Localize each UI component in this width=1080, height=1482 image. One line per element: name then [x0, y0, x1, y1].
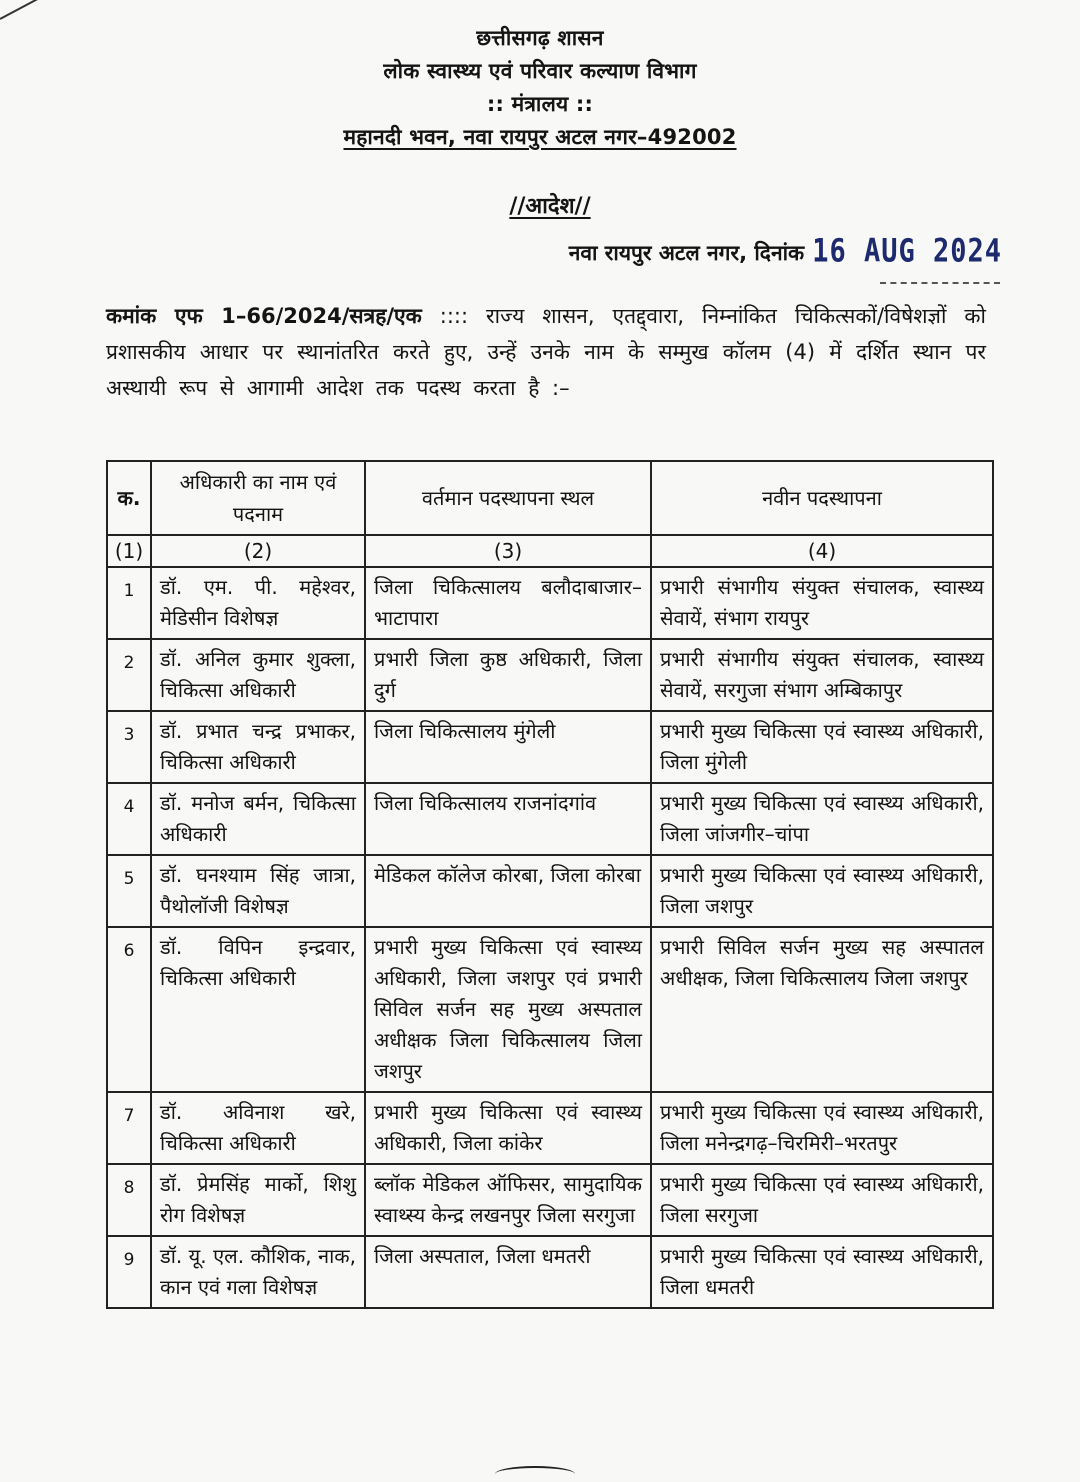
office-address: महानदी भवन, नवा रायपुर अटल नगर–492002: [343, 125, 737, 149]
new-posting: प्रभारी मुख्य चिकित्सा एवं स्वास्थ्य अधिकारी, जिला मुंगेली: [651, 711, 993, 783]
row-sn: 4: [107, 783, 151, 855]
officer-name: डॉ. प्रेमसिंह मार्को, शिशु रोग विशेषज्ञ: [151, 1164, 365, 1236]
row-sn: 1: [107, 567, 151, 639]
row-sn: 2: [107, 639, 151, 711]
current-posting: जिला चिकित्सालय मुंगेली: [365, 711, 651, 783]
row-sn: 5: [107, 855, 151, 927]
letterhead: [0, 22, 1080, 154]
column-number: (4): [651, 535, 993, 567]
column-header-sn: क.: [107, 461, 151, 535]
row-sn: 7: [107, 1092, 151, 1164]
table-row: [107, 1236, 993, 1308]
table-row: [107, 711, 993, 783]
row-sn: 9: [107, 1236, 151, 1308]
order-intro-text: :::: राज्य शासन, एतद्द्वारा, निम्नांकित चिकित्सकों/विषेशज्ञों को प्रशासकीय आधार पर स्थानांतरित करते हुए, उन्हें उनके नाम के सम्मुख कॉलम (4) में दर्शित स्थान पर अस्थायी रूप से आगामी आदेश तक पदस्थ करता है :–: [106, 304, 987, 400]
new-posting: प्रभारी मुख्य चिकित्सा एवं स्वास्थ्य अधिकारी, जिला सरगुजा: [651, 1164, 993, 1236]
new-posting: प्रभारी मुख्य चिकित्सा एवं स्वास्थ्य अधिकारी, जिला जशपुर: [651, 855, 993, 927]
table-row: [107, 567, 993, 639]
table-row: [107, 1092, 993, 1164]
order-reference-number: कमांक एफ 1–66/2024/सत्रह/एक: [106, 304, 422, 328]
row-sn: 8: [107, 1164, 151, 1236]
row-sn: 3: [107, 711, 151, 783]
column-header-current-posting: वर्तमान पदस्थापना स्थल: [365, 461, 651, 535]
officer-name: डॉ. अनिल कुमार शुक्ला, चिकित्सा अधिकारी: [151, 639, 365, 711]
date-line: [568, 232, 1002, 271]
government-name: छत्तीसगढ़ शासन: [476, 26, 604, 50]
new-posting: प्रभारी मुख्य चिकित्सा एवं स्वास्थ्य अधिकारी, जिला जांजगीर–चांपा: [651, 783, 993, 855]
current-posting: मेडिकल कॉलेज कोरबा, जिला कोरबा: [365, 855, 651, 927]
new-posting: प्रभारी संभागीय संयुक्त संचालक, स्वास्थ्य सेवायें, सरगुजा संभाग अम्बिकापुर: [651, 639, 993, 711]
order-intro-paragraph: [106, 298, 986, 406]
current-posting: प्रभारी मुख्य चिकित्सा एवं स्वास्थ्य अधिकारी, जिला जशपुर एवं प्रभारी सिविल सर्जन सह मुख्य अस्पताल अधीक्षक जिला चिकित्सालय जिला जशपुर: [365, 927, 651, 1092]
new-posting: प्रभारी मुख्य चिकित्सा एवं स्वास्थ्य अधिकारी, जिला धमतरी: [651, 1236, 993, 1308]
table-row: [107, 783, 993, 855]
column-header-new-posting: नवीन पदस्थापना: [651, 461, 993, 535]
table-row: [107, 855, 993, 927]
current-posting: जिला चिकित्सालय राजनांदगांव: [365, 783, 651, 855]
current-posting: जिला चिकित्सालय बलौदाबाजार–भाटापारा: [365, 567, 651, 639]
officer-name: डॉ. प्रभात चन्द्र प्रभाकर, चिकित्सा अधिकारी: [151, 711, 365, 783]
current-posting: प्रभारी जिला कुष्ठ अधिकारी, जिला दुर्ग: [365, 639, 651, 711]
table-header-row: [107, 461, 993, 535]
column-number: (3): [365, 535, 651, 567]
officer-name: डॉ. एम. पी. महेश्वर, मेडिसीन विशेषज्ञ: [151, 567, 365, 639]
table-row: [107, 927, 993, 1092]
column-number: (2): [151, 535, 365, 567]
scan-mark: [0, 0, 43, 20]
date-place-label: नवा रायपुर अटल नगर, दिनांक: [568, 241, 805, 265]
new-posting: प्रभारी संभागीय संयुक्त संचालक, स्वास्थ्य सेवायें, संभाग रायपुर: [651, 567, 993, 639]
stamp-underline: [880, 282, 1000, 284]
current-posting: प्रभारी मुख्य चिकित्सा एवं स्वास्थ्य अधिकारी, जिला कांकेर: [365, 1092, 651, 1164]
officer-name: डॉ. मनोज बर्मन, चिकित्सा अधिकारी: [151, 783, 365, 855]
table-row: [107, 639, 993, 711]
officer-name: डॉ. अविनाश खरे, चिकित्सा अधिकारी: [151, 1092, 365, 1164]
officer-name: डॉ. घनश्याम सिंह जात्रा, पैथोलॉजी विशेषज्ञ: [151, 855, 365, 927]
signature-fragment: [495, 1466, 575, 1482]
department-name: लोक स्वास्थ्य एवं परिवार कल्याण विभाग: [383, 59, 697, 83]
current-posting: जिला अस्पताल, जिला धमतरी: [365, 1236, 651, 1308]
column-number: (1): [107, 535, 151, 567]
order-title: //आदेश//: [509, 194, 591, 219]
ministry-label: :: मंत्रालय ::: [486, 92, 594, 116]
new-posting: प्रभारी मुख्य चिकित्सा एवं स्वास्थ्य अधिकारी, जिला मनेन्द्रगढ़–चिरमिरी–भरतपुर: [651, 1092, 993, 1164]
officer-name: डॉ. विपिन इन्द्रवार, चिकित्सा अधिकारी: [151, 927, 365, 1092]
row-sn: 6: [107, 927, 151, 1092]
date-stamp: 16 AUG 2024: [812, 232, 1002, 271]
officer-name: डॉ. यू. एल. कौशिक, नाक, कान एवं गला विशेषज्ञ: [151, 1236, 365, 1308]
table-row: [107, 1164, 993, 1236]
new-posting: प्रभारी सिविल सर्जन मुख्य सह अस्पातल अधीक्षक, जिला चिकित्सालय जिला जशपुर: [651, 927, 993, 1092]
current-posting: ब्लॉक मेडिकल ऑफिसर, सामुदायिक स्वाथ्स्य केन्द्र लखनपुर जिला सरगुजा: [365, 1164, 651, 1236]
column-number-row: [107, 535, 993, 567]
transfer-table: [106, 460, 994, 1309]
column-header-name: अधिकारी का नाम एवं पदनाम: [151, 461, 365, 535]
